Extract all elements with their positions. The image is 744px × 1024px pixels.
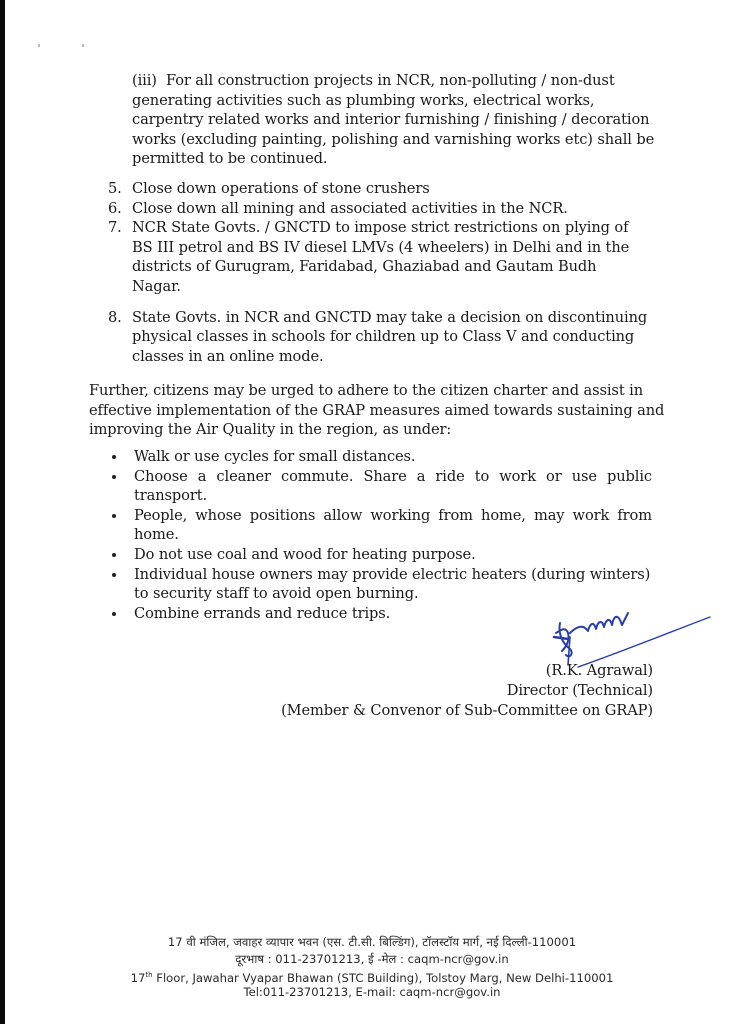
list-number: 6. (108, 199, 122, 217)
list-item: 6. Close down all mining and associated activities in the NCR. (108, 199, 568, 217)
sub-item-line: permitted to be continued. (132, 150, 328, 168)
sub-item-line: carpentry related works and interior furnishing / finishing / decoration (132, 111, 650, 129)
sub-item-iii (132, 71, 655, 169)
bullet-item: People, whose positions allow working from home, may work from home. (112, 506, 652, 545)
bullet-item: Combine errands and reduce trips. (112, 604, 652, 624)
footer-hindi-contact: दूरभाष : 011-23701213, ई -मेल : caqm-ncr@gov.in (235, 951, 509, 966)
list-item: 8. State Govts. in NCR and GNCTD may take a decision on discontinuing physical classes in schools for children up to Class V and conducting classes in an online mode. (108, 308, 648, 365)
bullet-icon (112, 573, 116, 577)
citizen-bullet-list (112, 447, 652, 623)
bullet-item: Walk or use cycles for small distances. (112, 447, 652, 467)
sub-item-line: (iii) For all construction projects in NCR, non-polluting / non-dust (132, 72, 615, 89)
bullet-item: Individual house owners may provide electric heaters (during winters) to security staff to avoid open burning. (112, 565, 652, 604)
signatory-role: (Member & Convenor of Sub-Committee on GRAP) (281, 702, 653, 719)
bullet-icon (112, 514, 116, 518)
bullet-item: Do not use coal and wood for heating purpose. (112, 545, 652, 565)
sub-item-line: works (excluding painting, polishing and varnishing works etc) shall be (132, 130, 655, 148)
list-number: 8. (108, 308, 122, 326)
numbered-list (108, 179, 648, 366)
footer-hindi-address: 17 वी मंजिल, जवाहर व्यापार भवन (एस. टी.सी. बिल्डिंग), टॉलस्टॉय मार्ग, नई दिल्ली-110001 (167, 935, 577, 949)
scan-left-edge (0, 0, 5, 1024)
scan-mark (38, 44, 84, 50)
sub-item-label: (iii) (132, 72, 157, 89)
list-item: 5. Close down operations of stone crushers (108, 180, 430, 197)
signatory-block (281, 661, 653, 721)
list-number: 7. (108, 219, 122, 237)
footer-english-contact: Tel:011-23701213, E-mail: caqm-ncr@gov.in (243, 984, 501, 999)
footer-english-address: 17th Floor, Jawahar Vyapar Bhawan (STC Building), Tolstoy Marg, New Delhi-110001 (130, 970, 614, 985)
bullet-item: Choose a cleaner commute. Share a ride to work or use public transport. (112, 467, 652, 506)
sub-item-line: generating activities such as plumbing works, electrical works, (132, 91, 595, 109)
list-number: 5. (108, 180, 122, 197)
signatory-name: (R.K. Agrawal) (545, 662, 653, 679)
letterhead-footer (0, 934, 744, 1000)
bullet-icon (112, 475, 116, 479)
citizen-charter-paragraph: Further, citizens may be urged to adhere to the citizen charter and assist in effective implementation of the GRAP measures aimed towards sustaining and improving the Air Quality in the region, as under: (89, 382, 665, 439)
signatory-designation: Director (Technical) (506, 682, 653, 699)
list-item: 7. NCR State Govts. / GNCTD to impose strict restrictions on plying of BS III petrol and BS IV diesel LMVs (4 wheelers) in Delhi and in the districts of Gurugram, Faridabad, Ghaziabad and Gautam Budh Nagar. (108, 219, 630, 295)
bullet-icon (112, 455, 116, 459)
bullet-icon (112, 612, 116, 616)
bullet-icon (112, 553, 116, 557)
